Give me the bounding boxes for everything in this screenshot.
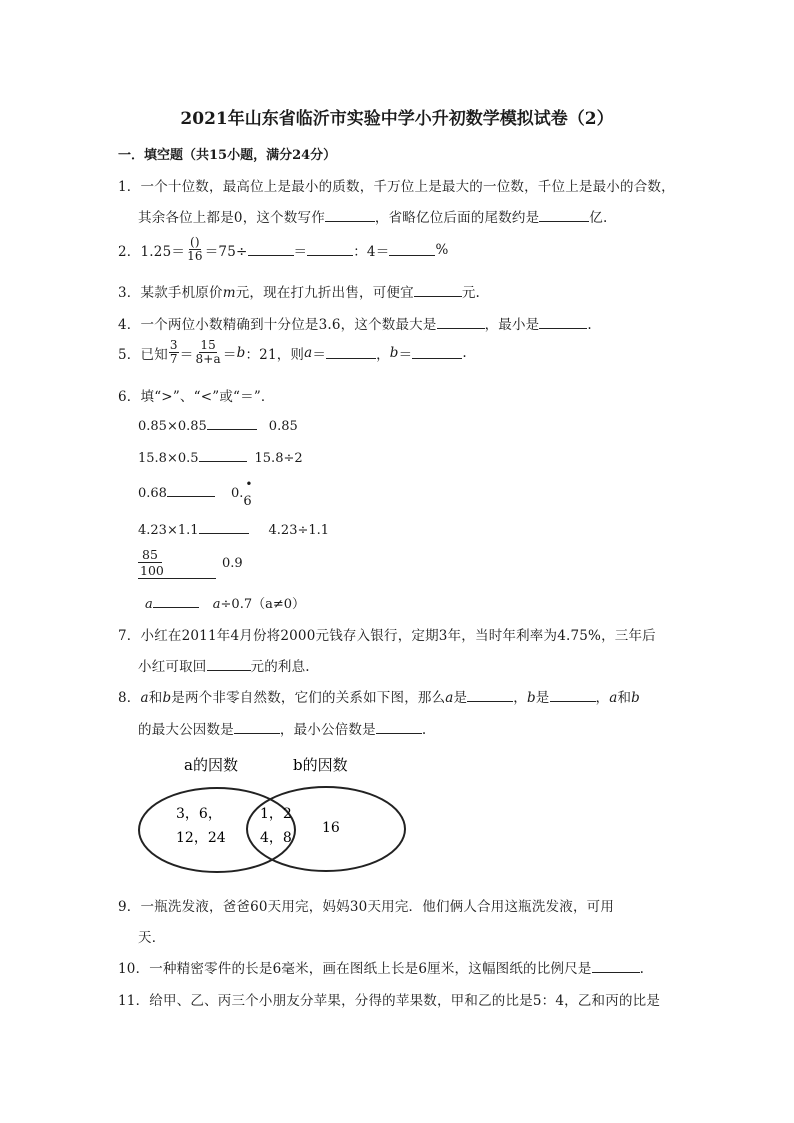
q6-item5-frac-numerator: 85: [138, 547, 162, 563]
q6-item2-blank[interactable]: [199, 449, 247, 462]
q2-text-c: ＝: [293, 243, 308, 260]
q1-line1: [118, 175, 675, 195]
q5-text-f: ＝: [398, 346, 413, 363]
q4-number: 4．: [118, 317, 141, 333]
q8-var-a-1: a: [140, 690, 149, 706]
q4-line: [118, 313, 592, 333]
q8-text-2a: 的最大公因数是: [138, 722, 234, 738]
q2-blank-3[interactable]: [389, 243, 435, 256]
q4-blank-1[interactable]: [437, 316, 485, 329]
q8-text-he-2: 和: [617, 690, 632, 706]
q5-fraction-2: [194, 339, 221, 366]
q11-number: 11．: [118, 993, 150, 1009]
q6-item3-blank[interactable]: [167, 484, 215, 497]
q8-blank-4[interactable]: [376, 721, 422, 734]
q6-item4-blank[interactable]: [199, 521, 249, 534]
q6-item3-right-a: 0.: [230, 486, 244, 501]
q8-text-2b: ，最小公倍数是: [279, 722, 376, 738]
q6-item5-frac-denominator: 100: [138, 563, 216, 579]
q10-text-a: 一种精密零件的长是6毫米，画在图纸上长是6厘米，这幅图纸的比例尺是: [149, 961, 592, 977]
venn-only-b: 16: [322, 820, 340, 836]
q3-blank[interactable]: [414, 284, 462, 297]
q6-item-5: [138, 547, 243, 579]
q2-blank-1[interactable]: [248, 243, 294, 256]
q8-blank-3[interactable]: [234, 721, 280, 734]
q8-line1: [118, 686, 640, 706]
q5-blank-2[interactable]: [412, 346, 462, 359]
q5-frac1-denominator: 7: [169, 352, 178, 366]
q6-item-1: [138, 417, 298, 434]
q5-var-b-2: b: [389, 344, 399, 361]
q7-text-2b: 元的利息.: [250, 659, 310, 675]
q1-blank-2[interactable]: [539, 209, 589, 222]
q10-text-b: .: [639, 961, 645, 977]
q5-frac1-numerator: 3: [169, 338, 178, 352]
venn-diagram: [136, 750, 416, 880]
q8-text-1: 是两个非零自然数，它们的关系如下图，那么: [171, 690, 446, 706]
q6-item2-left: 15.8×0.5: [138, 451, 199, 466]
venn-label-a: a的因数: [184, 756, 238, 774]
q7-blank[interactable]: [207, 658, 251, 671]
q5-text-c: ：21，则: [245, 346, 305, 363]
q5-var-b: b: [236, 344, 246, 361]
q6-item3-left: 0.68: [138, 486, 167, 501]
q7-line2: [138, 655, 310, 675]
q2-line: [118, 236, 448, 263]
q8-text-shi-1: 是: [453, 690, 468, 706]
q1-number: 1．: [118, 179, 141, 195]
q11-text-1: 给甲、乙、丙三个小朋友分苹果，分得的苹果数，甲和乙的比是5：4，乙和丙的比是: [149, 993, 661, 1009]
q5-var-a: a: [304, 344, 313, 361]
q8-number: 8．: [118, 690, 141, 706]
venn-label-b: b的因数: [293, 756, 348, 774]
q6-item4-left: 4.23×1.1: [138, 523, 199, 538]
q7-number: 7．: [118, 628, 141, 644]
q8-blank-1[interactable]: [467, 689, 513, 702]
q4-text-b: ，最小是: [484, 317, 540, 333]
q6-text: 填“>”、“<”或“＝”．: [140, 389, 275, 405]
q7-text-1: 小红在2011年4月份将2000元钱存入银行，定期3年，当时年利率为4.75%，三年后: [140, 628, 656, 644]
q5-text-e: ，: [376, 346, 390, 363]
q2-text-b: ＝75÷: [204, 243, 248, 260]
q1-text-1: 一个十位数，最高位上是最小的质数，千万位上是最大的一位数，千位上是最小的合数，: [140, 179, 675, 195]
q6-item6-right-b: ÷0.7（a≠0）: [220, 597, 306, 612]
q2-frac-numerator: (): [190, 235, 200, 249]
venn-only-a-line2: 12，24: [176, 830, 226, 846]
q5-fraction-1: [169, 339, 179, 366]
q6-item6-right-a: a: [212, 597, 221, 612]
q1-text-2b: ，省略亿位后面的尾数约是: [374, 210, 540, 226]
q4-text-a: 一个两位小数精确到十分位是3.6，这个数最大是: [140, 317, 437, 333]
q6-item4-right: 4.23÷1.1: [268, 523, 330, 538]
q9-number: 9．: [118, 899, 141, 915]
q6-item1-blank[interactable]: [207, 417, 257, 430]
q6-line: [118, 385, 275, 405]
q3-text-c: 元.: [461, 285, 481, 301]
q6-item-4: [138, 521, 329, 538]
q7-text-2a: 小红可取回: [138, 659, 207, 675]
q9-text-2: 天．: [138, 930, 166, 946]
q4-text-c: .: [587, 317, 592, 333]
q10-blank[interactable]: [592, 960, 640, 973]
q9-line1: [118, 895, 614, 915]
q2-frac-denominator: 16: [187, 249, 203, 263]
q8-var-b-3: b: [631, 690, 640, 706]
q5-frac2-denominator: 8+a: [195, 352, 221, 366]
q5-number: 5．: [118, 346, 141, 363]
q5-text-b: ＝: [222, 346, 237, 363]
q6-item1-left: 0.85×0.85: [138, 419, 207, 434]
q5-text-d: ＝: [312, 346, 327, 363]
venn-only-a-line1: 3，6，: [176, 806, 222, 822]
q2-text-e: %: [435, 241, 449, 258]
q2-text-d: ：4＝: [353, 243, 390, 260]
q3-number: 3．: [118, 285, 141, 301]
q6-item5-right: 0.9: [222, 556, 243, 571]
q6-number: 6．: [118, 389, 141, 405]
q8-var-a-3: a: [609, 690, 618, 706]
q11-line: [118, 989, 660, 1009]
q6-item6-left: a: [145, 597, 153, 612]
q8-text-shi-2: 是: [535, 690, 550, 706]
q6-item-6: [145, 593, 305, 612]
venn-both-line2: 4，8: [260, 830, 292, 846]
q6-item6-blank[interactable]: [153, 595, 199, 608]
q1-text-2c: 亿.: [589, 210, 608, 226]
q8-var-b-2: b: [526, 690, 536, 706]
q8-var-a-2: a: [445, 690, 454, 706]
section-heading: 一．填空题（共15小题，满分24分）: [118, 148, 337, 163]
q2-fraction: [186, 236, 204, 263]
q9-line2: [138, 926, 165, 946]
q5-text-a: 已知: [140, 346, 168, 363]
q10-number: 10．: [118, 961, 150, 977]
q8-comma-1: ，: [513, 690, 527, 706]
q8-text-he-1: 和: [148, 690, 163, 706]
venn-both-line1: 1，2: [260, 806, 292, 822]
q4-blank-2[interactable]: [539, 316, 587, 329]
q8-blank-2[interactable]: [550, 689, 596, 702]
q8-comma-2: ，: [595, 690, 610, 706]
q3-var-m: m: [222, 285, 236, 301]
q2-blank-2[interactable]: [307, 243, 353, 256]
q7-line1: [118, 624, 656, 644]
q1-line2: [138, 206, 608, 226]
q2-text-a: 1.25＝: [140, 243, 186, 260]
q9-text-1: 一瓶洗发液，爸爸60天用完，妈妈30天用完．他们俩人合用这瓶洗发液，可用: [140, 899, 615, 915]
q2-number: 2．: [118, 243, 141, 260]
q5-line: [118, 339, 467, 366]
q5-blank-1[interactable]: [326, 346, 376, 359]
q3-text-b: 元，现在打九折出售，可便宜: [235, 285, 414, 301]
q1-blank-1[interactable]: [325, 209, 375, 222]
q6-item-2: [138, 449, 303, 466]
q6-item1-right: 0.85: [268, 419, 298, 434]
q3-line: [118, 281, 480, 301]
q3-text-a: 某款手机原价: [140, 285, 223, 301]
q5-eq: ＝: [179, 346, 194, 363]
q6-item5-fraction: [138, 547, 216, 579]
q1-text-2a: 其余各位上都是0，这个数写作: [138, 210, 325, 226]
q5-text-g: .: [462, 344, 467, 361]
q6-item-3: [138, 477, 253, 509]
q8-text-2c: .: [421, 722, 427, 738]
q6-item3-right-b: 6: [243, 494, 252, 509]
q6-item2-right: 15.8÷2: [254, 451, 303, 466]
page-title: 2021年山东省临沂市实验中学小升初数学模拟试卷（2）: [180, 109, 614, 129]
q5-frac2-numerator: 15: [200, 338, 217, 352]
q8-line2: [138, 718, 426, 738]
q10-line: [118, 957, 644, 977]
q8-var-b-1: b: [162, 690, 172, 706]
q6-item3-repeat-dot: •: [245, 477, 253, 491]
